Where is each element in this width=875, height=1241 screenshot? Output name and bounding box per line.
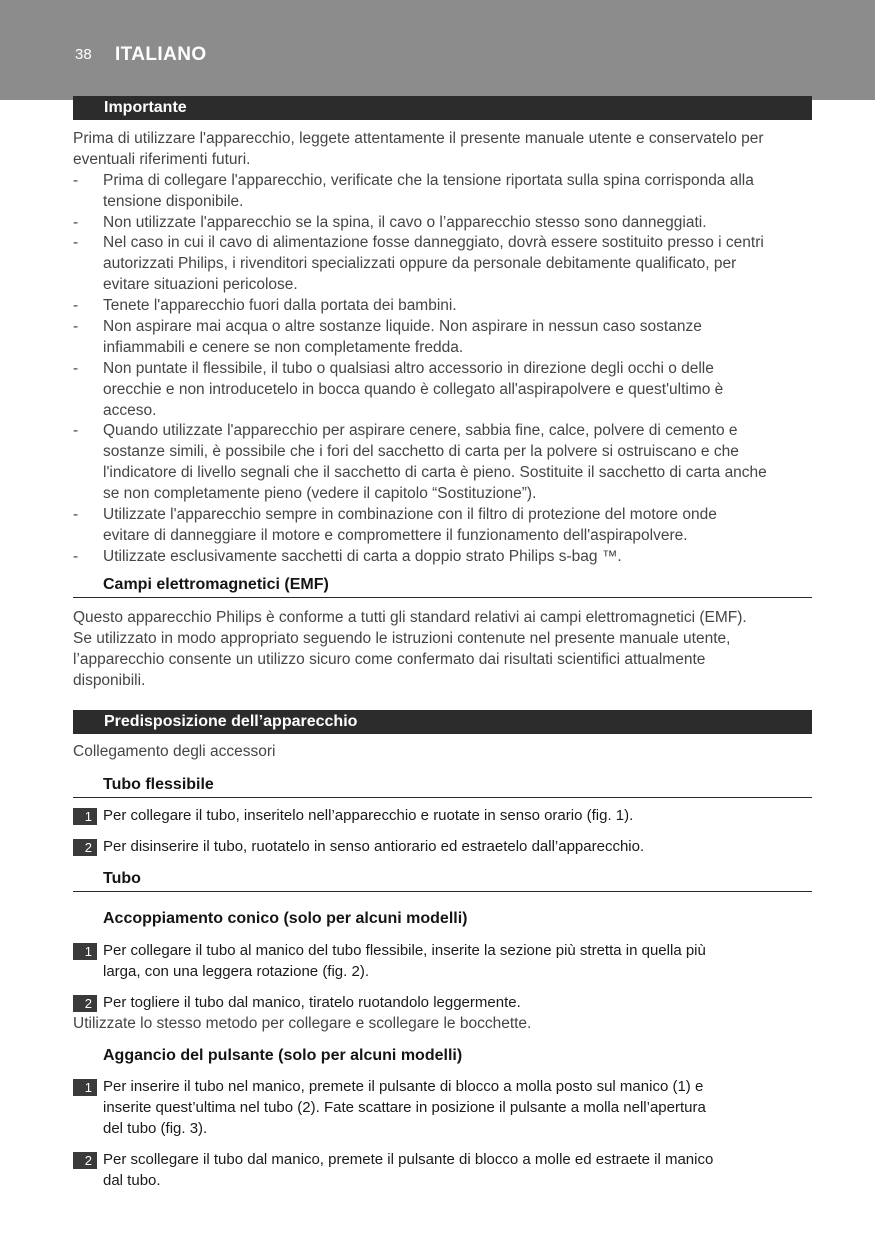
warning-item: [73, 359, 812, 422]
list-bullet: -: [73, 359, 79, 377]
text-line: dal tubo.: [103, 1171, 161, 1189]
subheading-emf: [73, 574, 812, 598]
warning-item: [73, 171, 812, 213]
text-line: larga, con una leggera rotazione (fig. 2).: [103, 962, 369, 980]
text-line: evitare di danneggiare il motore e compromettere il funzionamento dell'aspirapolvere.: [103, 526, 688, 544]
list-bullet: -: [73, 213, 79, 231]
text-line: Non puntate il flessibile, il tubo o qualsiasi altro accessorio in direzione degli occhi o delle: [103, 359, 714, 377]
text-line: se non completamente pieno (vedere il capitolo “Sostituzione”).: [103, 485, 537, 503]
text-line: autorizzati Philips, i rivenditori specializzati oppure da personale debitamente qualificato, per: [103, 255, 737, 273]
steps-tubo-flessibile: [73, 806, 812, 858]
text-line: Per collegare il tubo, inseritelo nell’apparecchio e ruotate in senso orario (fig. 1).: [103, 807, 634, 824]
text-line: Tenete l'apparecchio fuori dalla portata dei bambini.: [103, 297, 457, 315]
subheading-tubo-flessibile: [73, 774, 812, 798]
text-line: Per collegare il tubo al manico del tubo flessibile, inserite la sezione più stretta in quella più: [103, 942, 706, 959]
text-line: del tubo (fig. 3).: [103, 1119, 208, 1137]
text-line: l'indicatore di livello segnali che il sacchetto di carta è pieno. Sostituite il sacchetto di carta anche: [103, 464, 767, 482]
language-title: ITALIANO: [115, 44, 207, 65]
emf-paragraph: [73, 608, 812, 692]
warning-item: [73, 213, 812, 234]
warning-item: [73, 421, 812, 505]
text-line: Per inserire il tubo nel manico, premete il pulsante di blocco a molla posto sul manico (1) e: [103, 1078, 704, 1095]
step-number-badge: 1: [73, 943, 97, 960]
importante-body: [73, 129, 812, 568]
text-line: orecchie e non introducetelo in bocca quando è collegato all'aspirapolvere e quest'ultimo è: [103, 380, 724, 398]
step-number-badge: 2: [73, 1152, 97, 1169]
step-number-badge: 2: [73, 995, 97, 1012]
list-bullet: -: [73, 422, 79, 440]
list-bullet: -: [73, 234, 79, 252]
text-line: Per disinserire il tubo, ruotatelo in senso antiorario ed estraetelo dall’apparecchio.: [103, 837, 645, 855]
section-intro: [73, 742, 812, 763]
text-line: acceso.: [103, 401, 157, 419]
warning-item: [73, 296, 812, 317]
subheading-text: Campi elettromagnetici (EMF): [103, 576, 329, 593]
text-line: Se utilizzato in modo appropriato seguendo le istruzioni contenute nel presente manuale utente,: [73, 629, 731, 647]
warning-item: [73, 317, 812, 359]
text-line: Collegamento degli accessori: [73, 743, 276, 760]
text-line: Nel caso in cui il cavo di alimentazione fosse danneggiato, dovrà essere sostituito presso i centri: [103, 234, 764, 252]
page-header: [0, 0, 875, 100]
subheading-tubo: [73, 868, 812, 892]
step-number-badge: 2: [73, 839, 97, 856]
list-bullet: -: [73, 506, 79, 524]
steps-aggancio-pulsante: [73, 1077, 812, 1191]
text-line: inserite quest’ultima nel tubo (2). Fate scattare in posizione il pulsante a molla nell’apertura: [103, 1098, 706, 1116]
text-line: Per scollegare il tubo dal manico, premete il pulsante di blocco a molle ed estraete il manico: [103, 1150, 714, 1168]
text-line: Prima di utilizzare l'apparecchio, leggete attentamente il presente manuale utente e conservatelo per: [73, 130, 764, 147]
note-text: Utilizzate lo stesso metodo per collegare e scollegare le bocchette.: [73, 1014, 532, 1032]
subheading-text: Accoppiamento conico (solo per alcuni modelli): [103, 910, 468, 927]
text-line: l’apparecchio consente un utilizzo sicuro come confermato dai risultati scientifici attualmente: [73, 650, 706, 668]
text-line: Per togliere il tubo dal manico, tiratelo ruotandolo leggermente.: [103, 993, 521, 1011]
list-bullet: -: [73, 547, 79, 565]
text-line: Non utilizzate l'apparecchio se la spina, il cavo o l’apparecchio stesso sono danneggiati.: [103, 213, 707, 231]
text-line: evitare situazioni pericolose.: [103, 276, 298, 294]
step-item: [73, 941, 812, 983]
text-line: disponibili.: [73, 671, 146, 689]
text-line: Questo apparecchio Philips è conforme a tutti gli standard relativi ai campi elettromagnetici (EMF).: [73, 609, 747, 626]
step-item: [73, 837, 812, 858]
text-line: Non aspirare mai acqua o altre sostanze liquide. Non aspirare in nessun caso sostanze: [103, 318, 702, 336]
text-line: sostanze simili, è possibile che i fori del sacchetto di carta per la polvere si ostruiscano e che: [103, 443, 739, 461]
warning-item: [73, 505, 812, 547]
text-line: Utilizzate esclusivamente sacchetti di carta a doppio strato Philips s-bag ™.: [103, 547, 622, 565]
list-bullet: -: [73, 318, 79, 336]
text-line: infiammabili e cenere se non completamente fredda.: [103, 338, 464, 356]
list-bullet: -: [73, 297, 79, 315]
section-title: Importante: [104, 99, 187, 116]
subheading-text: Tubo flessibile: [103, 776, 214, 793]
section-bar-importante: [73, 96, 812, 120]
text-line: Utilizzate l'apparecchio sempre in combinazione con il filtro di protezione del motore onde: [103, 506, 717, 524]
subheading-text: Aggancio del pulsante (solo per alcuni modelli): [103, 1047, 463, 1064]
text-line: Prima di collegare l'apparecchio, verificate che la tensione riportata sulla spina corrisponda alla: [103, 171, 754, 189]
page-number: 38: [75, 46, 92, 63]
text-line: tensione disponibile.: [103, 192, 244, 210]
section-title: Predisposizione dell’apparecchio: [104, 713, 358, 730]
step-number-badge: 1: [73, 808, 97, 825]
subheading-text: Tubo: [103, 870, 141, 887]
subheading-accoppiamento-conico: [73, 908, 812, 932]
warning-item: [73, 233, 812, 296]
step-item: [73, 1077, 812, 1140]
step-item: [73, 806, 812, 827]
text-line: eventuali riferimenti futuri.: [73, 150, 251, 168]
step-item: [73, 1150, 812, 1192]
list-bullet: -: [73, 171, 79, 189]
warning-item: [73, 547, 812, 568]
section-bar-predisposizione: [73, 710, 812, 734]
subheading-aggancio-pulsante: [73, 1045, 812, 1069]
text-line: Quando utilizzate l'apparecchio per aspirare cenere, sabbia fine, calce, polvere di cemento e: [103, 422, 738, 440]
step-number-badge: 1: [73, 1079, 97, 1096]
step-item: [73, 993, 812, 1014]
steps-accoppiamento-conico: [73, 941, 812, 1035]
